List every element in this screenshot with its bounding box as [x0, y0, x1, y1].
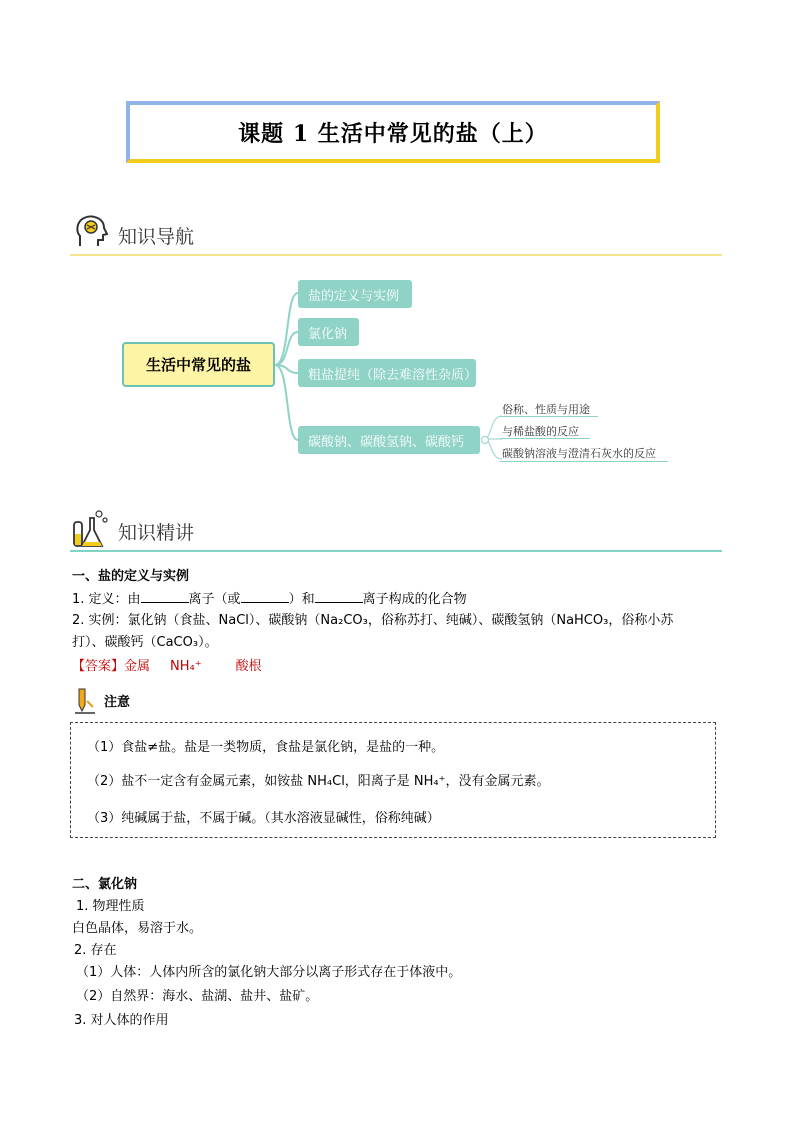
part2-heading: 二、氯化钠 [72, 877, 138, 892]
mindmap-node-salt-purification: 粗盐提纯（除去难溶性杂质） [298, 359, 476, 387]
part1-heading: 一、盐的定义与实例 [72, 569, 190, 584]
answer-value: NH₄⁺ [170, 659, 202, 674]
section-header-lecture [70, 508, 722, 552]
mindmap-leaf-line [500, 461, 668, 462]
answer-value: 酸根 [235, 659, 262, 674]
note-item: （1）食盐≠盐。盐是一类物质，食盐是氯化钠，是盐的一种。 [87, 740, 445, 755]
mindmap-leaf: 与稀盐酸的反应 [502, 425, 579, 438]
mindmap-leaf: 俗称、性质与用途 [502, 403, 590, 416]
answer-value: 金属 [124, 659, 151, 674]
part2-item: （1）人体：人体内所含的氯化钠大部分以离子形式存在于体液中。 [76, 965, 462, 980]
answer-line [72, 656, 262, 678]
mindmap-node-carbonates: 碳酸钠、碳酸氢钠、碳酸钙 [298, 426, 480, 454]
section-label: 知识精讲 [118, 522, 195, 544]
section-underline [70, 550, 722, 552]
example-line-1: 2. 实例：氯化钠（食盐、NaCl）、碳酸钠（Na₂CO₃，俗称苏打、纯碱）、碳酸氢钠（NaHCO₃，俗称小苏 [72, 613, 674, 628]
mindmap-expand-dot [481, 436, 489, 444]
mindmap-root: 生活中常见的盐 [122, 342, 275, 387]
brain-head-icon [72, 212, 112, 252]
note-item: （3）纯碱属于盐，不属于碱。（其水溶液显碱性，俗称纯碱） [87, 811, 440, 826]
note-item: （2）盐不一定含有金属元素，如铵盐 NH₄Cl，阳离子是 NH₄⁺，没有金属元素。 [87, 774, 550, 789]
definition-line: 1. 定义：由 离子（或 ）和 离子构成的化合物 [72, 588, 467, 611]
mindmap-leaf: 碳酸钠溶液与澄清石灰水的反应 [502, 447, 656, 460]
part2-item: 1. 物理性质 [76, 899, 145, 914]
part2-item: 白色晶体，易溶于水。 [72, 921, 203, 936]
example-line-2: 打）、碳酸钙（CaCO₃）。 [72, 635, 218, 650]
mindmap-node-salt-definition: 盐的定义与实例 [298, 280, 412, 308]
part2-item: 3. 对人体的作用 [74, 1013, 169, 1028]
note-box [70, 722, 716, 838]
section-header-navigation [70, 212, 722, 256]
mindmap-leaf-line [500, 416, 598, 417]
section-underline [70, 254, 722, 256]
page-title: 课题 1 生活中常见的盐（上） [238, 120, 548, 147]
part2-item: 2. 存在 [74, 943, 117, 958]
part2-item: （2）自然界：海水、盐湖、盐井、盐矿。 [76, 989, 319, 1004]
note-title: 注意 [104, 695, 131, 710]
mindmap-leaf-line [500, 438, 590, 439]
lab-flask-icon [70, 508, 112, 550]
answer-label: 【答案】 [72, 659, 125, 674]
section-label: 知识导航 [118, 226, 195, 248]
title-box [126, 101, 660, 163]
mindmap-node-sodium-chloride: 氯化钠 [298, 318, 359, 346]
pencil-icon [73, 687, 97, 715]
